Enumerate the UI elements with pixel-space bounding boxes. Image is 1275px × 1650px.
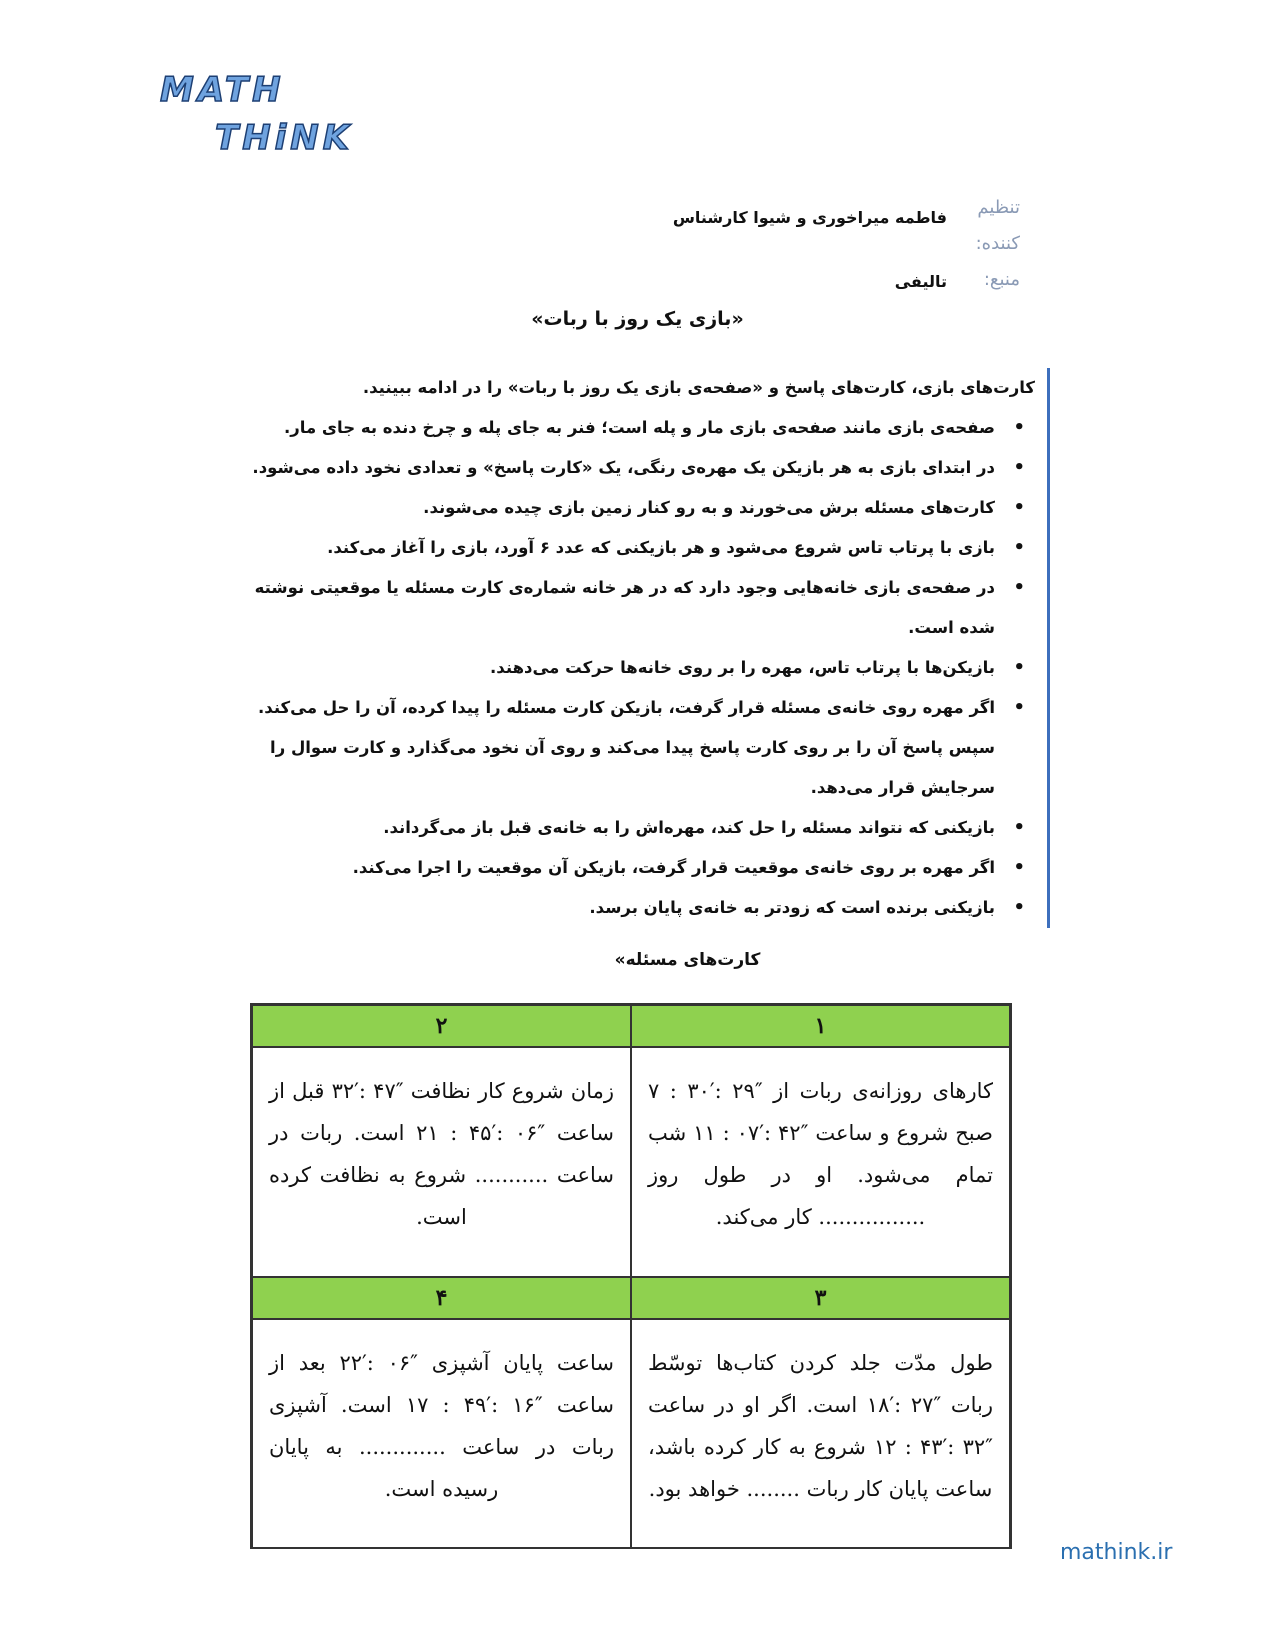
rule-item: • بازی با پرتاب تاس شروع می‌شود و هر بازیکنی که عدد ۶ آورد، بازی را آغاز می‌کند. — [235, 528, 995, 568]
logo — [160, 70, 354, 160]
card-text-3: طول مدّت جلد کردن کتاب‌ها توسّط ربات ″۲۷ :′۱۸ است. اگر او در ساعت ″۳۲ :′۴۳ : ۱۲ شروع به کار کرده باشد، ساعت پایان کار ربات ........ خواهد بود. — [631, 1319, 1010, 1549]
card-number-2: ۲ — [252, 1005, 631, 1047]
rule-item: • اگر مهره بر روی خانه‌ی موقعیت قرار گرفت، بازیکن آن موقعیت را اجرا می‌کند. — [235, 848, 995, 888]
logo-word-math: MATH — [160, 70, 285, 110]
card-text-4: ساعت پایان آشپزی ″۰۶ :′۲۲ بعد از ساعت ″۱۶ :′۴۹ : ۱۷ است. آشپزی ربات در ساعت ............. به پایان رسیده است. — [252, 1319, 631, 1549]
rule-item: • در صفحه‌ی بازی خانه‌هایی وجود دارد که در هر خانه شماره‌ی کارت مسئله یا موقعیتی نوشته شده است. — [235, 568, 995, 648]
logo-word-think: THiNK — [215, 118, 354, 158]
rule-item: • در ابتدای بازی به هر بازیکن یک مهره‌ی رنگی، یک «کارت پاسخ» و تعدادی نخود داده می‌شود. — [235, 448, 995, 488]
card-number-3: ۳ — [631, 1277, 1010, 1319]
cards-title: کارت‌های مسئله» — [614, 950, 761, 970]
source-label: منبع: — [983, 269, 1020, 290]
rules-section — [235, 368, 1050, 928]
problem-cards-table — [250, 1003, 1012, 1549]
page-title: «بازی یک روز با ربات» — [531, 308, 744, 330]
card-number-1: ۱ — [631, 1005, 1010, 1047]
rules-intro: کارت‌های بازی، کارت‌های پاسخ و «صفحه‌ی بازی یک روز با ربات» را در ادامه ببینید. — [362, 378, 1035, 397]
card-text-1: کارهای روزانه‌ی ربات از ″۲۹ :′۳۰ : ۷ صبح شروع و ساعت ″۴۲ :′۰۷ : ۱۱ شب تمام می‌شود. او در طول روز ................ کار می‌کند. — [631, 1047, 1010, 1277]
card-number-4: ۴ — [252, 1277, 631, 1319]
arranged-by-value: فاطمه میراخوری و شیوا کارشناس — [672, 208, 947, 227]
rule-item: • بازیکنی برنده است که زودتر به خانه‌ی پایان برسد. — [235, 888, 995, 928]
card-text-2: زمان شروع کار نظافت ″۴۷ :′۳۲ قبل از ساعت ″۰۶ :′۴۵ : ۲۱ است. ربات در ساعت ........... شروع به نظافت کرده است. — [252, 1047, 631, 1277]
footer-website-link[interactable]: mathink.ir — [1060, 1540, 1173, 1565]
rule-item: • اگر مهره روی خانه‌ی مسئله قرار گرفت، بازیکن کارت مسئله را پیدا کرده، آن را حل می‌کند. سپس پاسخ آن را بر روی کارت پاسخ پیدا می‌کند و روی آن نخود می‌گذارد و کارت سوال را سرجایش قرار می‌دهد. — [235, 688, 995, 808]
rules-list — [235, 408, 1035, 928]
arranged-by-label: تنظیم کننده: — [975, 197, 1020, 254]
source-value: تالیفی — [894, 272, 947, 291]
rule-item: • بازیکنی که نتواند مسئله را حل کند، مهره‌اش را به خانه‌ی قبل باز می‌گرداند. — [235, 808, 995, 848]
rule-item: • بازیکن‌ها با پرتاب تاس، مهره را بر روی خانه‌ها حرکت می‌دهند. — [235, 648, 995, 688]
rule-item: • صفحه‌ی بازی مانند صفحه‌ی بازی مار و پله است؛ فنر به جای پله و چرخ دنده به جای مار. — [235, 408, 995, 448]
rule-item: • کارت‌های مسئله برش می‌خورند و به رو کنار زمین بازی چیده می‌شوند. — [235, 488, 995, 528]
